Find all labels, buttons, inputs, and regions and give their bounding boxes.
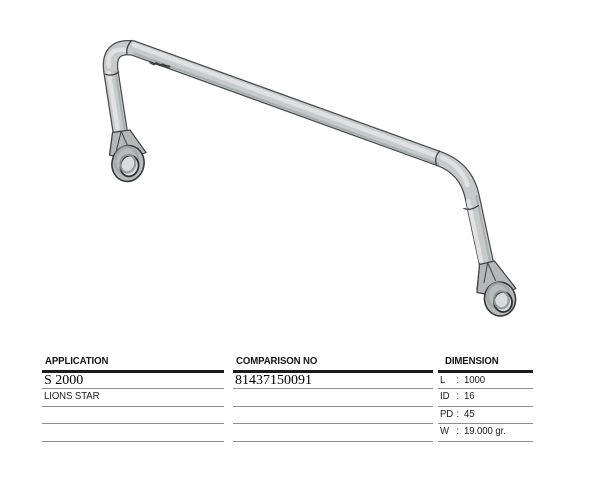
dimension-header	[438, 353, 533, 370]
comparison-header	[233, 353, 433, 370]
application-cell-4	[42, 424, 224, 442]
comparison-column	[233, 353, 433, 442]
dimension-row-length	[438, 373, 533, 390]
dimension-separator: :	[456, 426, 459, 437]
comparison-cell-1: 81437150091	[233, 373, 433, 390]
dimension-separator: :	[456, 391, 459, 402]
dimension-column	[438, 353, 533, 442]
dimension-label: L	[440, 374, 446, 386]
application-column	[42, 353, 224, 442]
dimension-label: W	[440, 426, 449, 437]
comparison-cell-3	[233, 407, 433, 425]
dimension-value: 1000	[464, 374, 485, 386]
application-cell-3	[42, 407, 224, 425]
dimension-label: ID	[440, 391, 450, 402]
dimension-separator: :	[456, 374, 459, 386]
dimension-label: PD	[440, 408, 454, 420]
comparison-header-label: COMPARISON NO	[236, 356, 318, 367]
comparison-cell-2	[233, 389, 433, 407]
left-eye-end	[109, 130, 148, 184]
dimension-value: 45	[464, 408, 475, 420]
dimension-row-inner-diameter	[438, 389, 533, 407]
right-eye-end	[477, 261, 518, 318]
dimension-separator: :	[456, 408, 459, 420]
application-header-label: APPLICATION	[45, 356, 109, 367]
tube-body	[108, 45, 490, 266]
dimension-row-weight	[438, 424, 533, 442]
application-cell-2: LIONS STAR	[42, 389, 224, 407]
comparison-cell-4	[233, 424, 433, 442]
dimension-header-label: DIMENSION	[445, 356, 499, 367]
dimension-value: 19.000 gr.	[464, 426, 506, 437]
dimension-row-pipe-diameter	[438, 407, 533, 425]
dimension-value: 16	[464, 391, 475, 402]
application-cell-1: S 2000	[42, 373, 224, 390]
application-header	[42, 353, 224, 370]
